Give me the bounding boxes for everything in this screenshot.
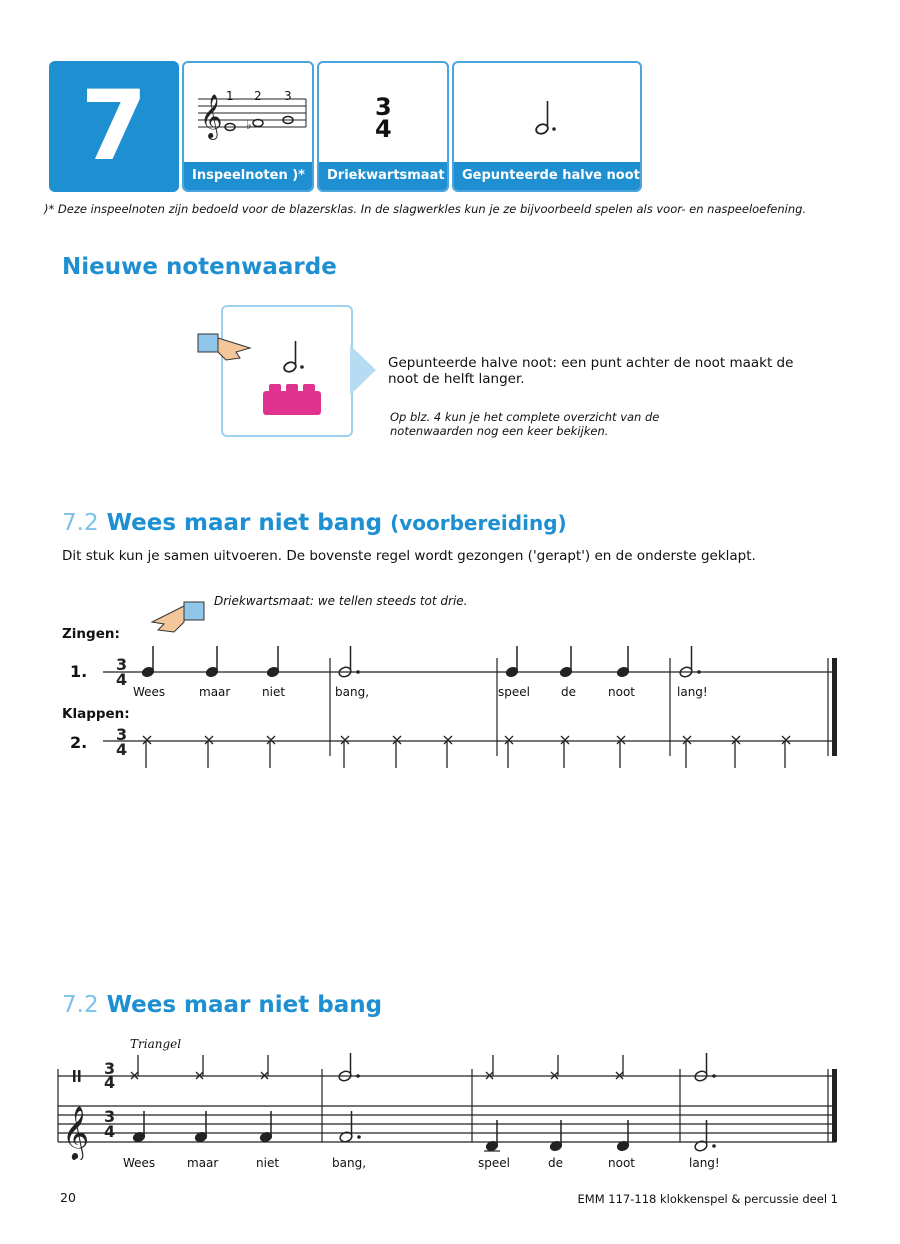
overview-note: Op blz. 4 kun je het complete overzicht van de notenwaarden nog een keer bekijken.	[390, 410, 660, 438]
time-sig-top: 3	[375, 93, 392, 121]
dotted-half-box	[452, 61, 642, 192]
svg-text:3: 3	[116, 655, 128, 674]
svg-text:♭: ♭	[246, 118, 252, 132]
main-score	[0, 1045, 900, 1160]
arrow-icon	[350, 345, 380, 395]
time-sig-bottom: 4	[375, 115, 392, 143]
treble-clef-icon: 𝄞	[200, 94, 223, 138]
treble-clef-icon-2: 𝄞	[62, 1105, 90, 1159]
main-lyric-7: noot	[608, 1156, 635, 1170]
main-section-number: 7.2	[62, 992, 99, 1018]
prep-intro: Dit stuk kun je samen uitvoeren. De bovenste regel wordt gezongen ('gerapt') en de onderste geklapt.	[62, 548, 756, 564]
prep-title	[62, 510, 567, 536]
prep-title-text: Wees maar niet bang	[106, 510, 383, 536]
warmup-number-2: 2	[254, 89, 262, 103]
prep-lyric-4: bang,	[335, 685, 370, 699]
row-2-number: 2.	[70, 733, 88, 752]
sing-label: Zingen:	[62, 626, 120, 642]
time-signature-box	[317, 61, 449, 192]
prep-lyric-5: speel	[498, 685, 530, 699]
warmup-number-1: 1	[226, 89, 234, 103]
svg-text:3: 3	[116, 725, 128, 744]
prep-lyric-1: Wees	[133, 685, 166, 699]
main-lyric-3: niet	[256, 1156, 280, 1170]
new-note-value-title: Nieuwe notenwaarde	[62, 254, 337, 280]
instrument-label: Triangel	[130, 1037, 182, 1051]
svg-text:3: 3	[104, 1059, 116, 1078]
dotted-half-caption: Gepunteerde halve noot	[454, 162, 640, 190]
publication-info: EMM 117-118 klokkenspel & percussie deel 1	[577, 1192, 838, 1206]
prep-score	[0, 640, 900, 780]
warmup-number-3: 3	[284, 89, 292, 103]
prep-lyric-2: maar	[199, 685, 231, 699]
main-lyric-1: Wees	[123, 1156, 156, 1170]
warmup-staff	[184, 63, 314, 167]
note-value-card	[221, 305, 353, 437]
main-title-text: Wees maar niet bang	[106, 992, 383, 1018]
prep-section-number: 7.2	[62, 510, 99, 536]
main-lyric-5: speel	[478, 1156, 510, 1170]
main-lyric-6: de	[548, 1156, 563, 1170]
svg-text:4: 4	[116, 740, 128, 759]
pointing-hand-icon	[196, 330, 258, 370]
prep-lyric-8: lang!	[677, 685, 708, 699]
svg-text:4: 4	[116, 670, 128, 689]
page-number: 20	[60, 1190, 76, 1205]
main-lyric-8: lang!	[689, 1156, 720, 1170]
prep-hint: Driekwartsmaat: we tellen steeds tot drie.	[214, 594, 468, 608]
block-icon	[263, 384, 321, 415]
svg-text:4: 4	[104, 1122, 116, 1141]
lesson-number: 7	[49, 61, 179, 192]
clap-label: Klappen:	[62, 706, 130, 722]
svg-text:3: 3	[104, 1107, 116, 1126]
svg-text:4: 4	[104, 1073, 116, 1092]
prep-lyric-7: noot	[608, 685, 635, 699]
prep-subtitle: (voorbereiding)	[390, 511, 567, 535]
footnote: )* Deze inspeelnoten zijn bedoeld voor de blazersklas. In de slagwerkles kun je ze bijvoorbeeld spelen als voor- en naspeeloefening.	[44, 202, 807, 216]
main-lyric-4: bang,	[332, 1156, 367, 1170]
percussion-clef-icon	[73, 1070, 76, 1082]
main-title	[62, 992, 382, 1018]
prep-lyric-6: de	[561, 685, 576, 699]
warmup-notes-box	[182, 61, 314, 192]
warmup-caption: Inspeelnoten )*	[184, 162, 312, 190]
dotted-half-note-icon	[454, 63, 642, 167]
pointing-hand-icon-2	[142, 598, 208, 642]
time-signature-caption: Driekwartsmaat	[319, 162, 447, 190]
row-1-number: 1.	[70, 662, 88, 681]
dotted-half-explanation: Gepunteerde halve noot: een punt achter de noot maakt de noot de helft langer.	[388, 355, 794, 387]
prep-lyric-3: niet	[262, 685, 286, 699]
main-lyric-2: maar	[187, 1156, 219, 1170]
